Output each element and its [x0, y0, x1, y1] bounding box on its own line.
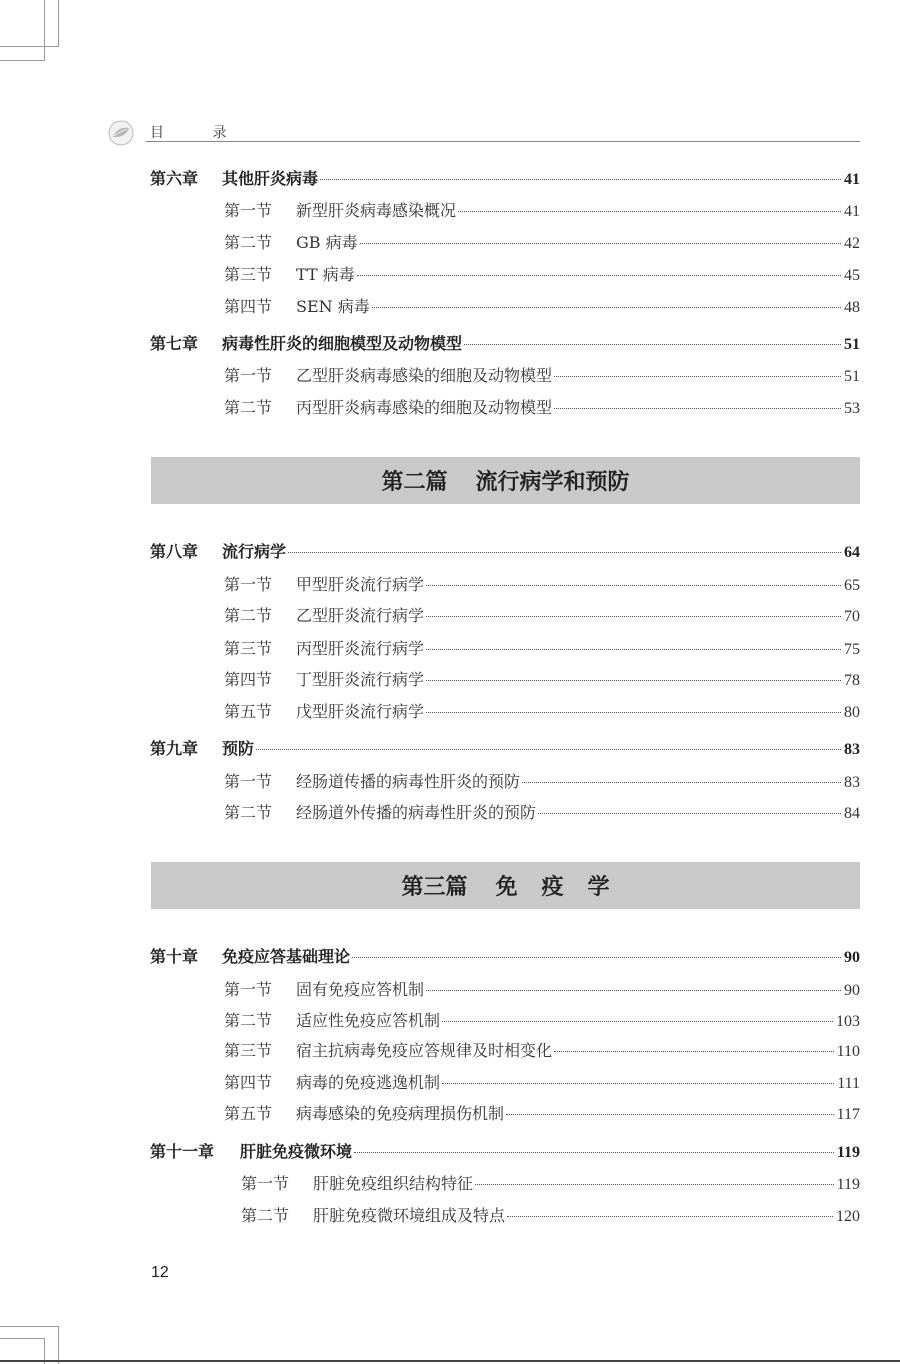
toc-section[interactable]: [150, 1171, 860, 1195]
toc-section[interactable]: [150, 800, 860, 824]
leader-dots: [320, 179, 841, 180]
toc-label: 第二节: [224, 606, 273, 625]
toc-chapter[interactable]: [150, 1139, 860, 1163]
toc-section[interactable]: [150, 769, 860, 793]
toc-label: 第五节: [224, 1104, 273, 1123]
toc-page: 119: [836, 1144, 860, 1161]
toc-title: 流行病学: [222, 542, 287, 561]
toc-title: 肝脏免疫组织结构特征: [313, 1174, 474, 1193]
toc-chapter[interactable]: [150, 539, 860, 563]
toc-title: 病毒的免疫逃逸机制: [296, 1073, 441, 1092]
part-title: 流行病学和预防: [475, 469, 630, 495]
toc-label: 第十章: [150, 947, 199, 966]
leader-dots: [507, 1216, 833, 1217]
toc-label: 第二节: [224, 803, 273, 822]
leader-dots: [288, 552, 841, 553]
toc-label: 第一节: [224, 980, 273, 999]
toc-label: 第二节: [224, 398, 273, 417]
toc-page: 48: [844, 299, 860, 316]
leader-dots: [442, 1021, 833, 1022]
leader-dots: [458, 211, 841, 212]
toc-page: 45: [844, 267, 860, 284]
toc-section[interactable]: [150, 230, 860, 254]
toc-page: 119: [836, 1176, 860, 1193]
leader-dots: [554, 376, 841, 377]
toc-title: 甲型肝炎流行病学: [296, 575, 425, 594]
toc-page: 75: [844, 641, 860, 658]
toc-title: 病毒性肝炎的细胞模型及动物模型: [222, 334, 463, 353]
toc-section[interactable]: [150, 572, 860, 596]
toc-section[interactable]: [150, 603, 860, 627]
part-banner: [151, 457, 860, 504]
toc-chapter[interactable]: [150, 166, 860, 190]
toc-section[interactable]: [150, 1070, 860, 1094]
toc-section[interactable]: [150, 1038, 860, 1062]
toc-chapter[interactable]: [150, 944, 860, 968]
toc-section[interactable]: [150, 977, 860, 1001]
leader-dots: [426, 990, 841, 991]
toc-label: 第三节: [224, 639, 273, 658]
leader-dots: [426, 616, 841, 617]
leader-dots: [256, 749, 841, 750]
toc-page: 70: [844, 608, 860, 625]
toc-section[interactable]: [150, 699, 860, 723]
toc-title: 丙型肝炎流行病学: [296, 639, 425, 658]
toc-label: 第一节: [224, 366, 273, 385]
toc-page: 78: [844, 672, 860, 689]
toc-title: 新型肝炎病毒感染概况: [296, 201, 457, 220]
toc-section[interactable]: [150, 1203, 860, 1227]
toc-section[interactable]: [150, 363, 860, 387]
leader-dots: [554, 408, 841, 409]
toc-label: 第一节: [224, 575, 273, 594]
toc-section[interactable]: [150, 1008, 860, 1032]
toc-page: 103: [836, 1013, 860, 1030]
toc-page: 64: [844, 544, 860, 561]
leader-dots: [426, 585, 841, 586]
toc-section[interactable]: [150, 198, 860, 222]
leader-dots: [554, 1051, 834, 1052]
toc-title: 肝脏免疫微环境: [240, 1142, 353, 1161]
toc-title: 其他肝炎病毒: [222, 169, 319, 188]
toc-section[interactable]: [150, 636, 860, 660]
toc-section[interactable]: [150, 262, 860, 286]
toc-title: 经肠道外传播的病毒性肝炎的预防: [296, 803, 537, 822]
toc-label: 第四节: [224, 297, 273, 316]
toc-title: 病毒感染的免疫病理损伤机制: [296, 1104, 505, 1123]
toc-label: 第六章: [150, 169, 199, 188]
leader-dots: [538, 813, 841, 814]
header-rule: [146, 141, 860, 142]
leader-dots: [426, 680, 841, 681]
toc-label: 第四节: [224, 1073, 273, 1092]
toc-label: 第八章: [150, 542, 199, 561]
toc-page: 110: [836, 1043, 860, 1060]
leader-dots: [464, 344, 841, 345]
toc-title: TT 病毒: [296, 265, 355, 284]
toc-title: 乙型肝炎病毒感染的细胞及动物模型: [296, 366, 553, 385]
page-number: 12: [151, 1264, 169, 1281]
toc-page: 83: [844, 774, 860, 791]
toc-label: 第十一章: [150, 1142, 215, 1161]
toc-section[interactable]: [150, 1101, 860, 1125]
toc-section[interactable]: [150, 294, 860, 318]
toc-title: 适应性免疫应答机制: [296, 1011, 441, 1030]
toc-page: 51: [844, 336, 860, 353]
toc-label: 第三节: [224, 1041, 273, 1060]
toc-chapter[interactable]: [150, 736, 860, 760]
toc-title: GB 病毒: [296, 233, 358, 252]
leader-dots: [442, 1083, 834, 1084]
toc-page: 53: [844, 400, 860, 417]
toc-label: 第五节: [224, 702, 273, 721]
toc-page: 42: [844, 235, 860, 252]
toc-page: 90: [844, 982, 860, 999]
leader-dots: [475, 1184, 834, 1185]
toc-title: 宿主抗病毒免疫应答规律及时相变化: [296, 1041, 553, 1060]
toc-title: 丁型肝炎流行病学: [296, 670, 425, 689]
toc-page: 41: [844, 171, 860, 188]
toc-page: 51: [844, 368, 860, 385]
crop-mark: [0, 0, 45, 61]
toc-chapter[interactable]: [150, 331, 860, 355]
toc-section[interactable]: [150, 395, 860, 419]
toc-label: 第一节: [241, 1174, 290, 1193]
toc-title: SEN 病毒: [296, 297, 370, 316]
toc-title: 肝脏免疫微环境组成及特点: [313, 1206, 506, 1225]
toc-title: 免疫应答基础理论: [222, 947, 351, 966]
toc-label: 第四节: [224, 670, 273, 689]
leader-dots: [360, 243, 841, 244]
toc-page: 120: [836, 1208, 860, 1225]
toc-label: 第二节: [224, 233, 273, 252]
toc-label: 第一节: [224, 772, 273, 791]
leader-dots: [354, 1152, 834, 1153]
toc-page: 90: [844, 949, 860, 966]
toc-label: 第一节: [224, 201, 273, 220]
toc-label: 第九章: [150, 739, 199, 758]
leader-dots: [372, 307, 841, 308]
toc-page: 65: [844, 577, 860, 594]
toc-title: 丙型肝炎病毒感染的细胞及动物模型: [296, 398, 553, 417]
toc-section[interactable]: [150, 667, 860, 691]
part-banner: [151, 862, 860, 909]
toc-page: 80: [844, 704, 860, 721]
running-header: [108, 118, 860, 148]
leader-dots: [522, 782, 841, 783]
toc-title: 预防: [222, 739, 255, 758]
leader-dots: [357, 275, 841, 276]
toc-title: 乙型肝炎流行病学: [296, 606, 425, 625]
toc-page: 84: [844, 805, 860, 822]
toc-page: 83: [844, 741, 860, 758]
toc-label: 第三节: [224, 265, 273, 284]
toc-title: 戊型肝炎流行病学: [296, 702, 425, 721]
toc-label: 第二节: [224, 1011, 273, 1030]
part-title: 免疫学: [495, 874, 634, 900]
leader-dots: [352, 957, 841, 958]
toc-title: 经肠道传播的病毒性肝炎的预防: [296, 772, 521, 791]
toc-label: 第二节: [241, 1206, 290, 1225]
toc-title: 固有免疫应答机制: [296, 980, 425, 999]
leader-dots: [506, 1114, 834, 1115]
page-bottom-rule: [0, 1360, 900, 1362]
toc-label: 第七章: [150, 334, 199, 353]
part-number: 第二篇: [381, 469, 448, 495]
toc-page: 111: [837, 1075, 860, 1092]
toc-page: 41: [844, 203, 860, 220]
leaf-icon: [108, 120, 134, 146]
toc-page: 117: [836, 1106, 860, 1123]
leader-dots: [426, 712, 841, 713]
leader-dots: [426, 649, 841, 650]
part-number: 第三篇: [401, 874, 468, 900]
header-title: 目 录: [150, 125, 249, 141]
